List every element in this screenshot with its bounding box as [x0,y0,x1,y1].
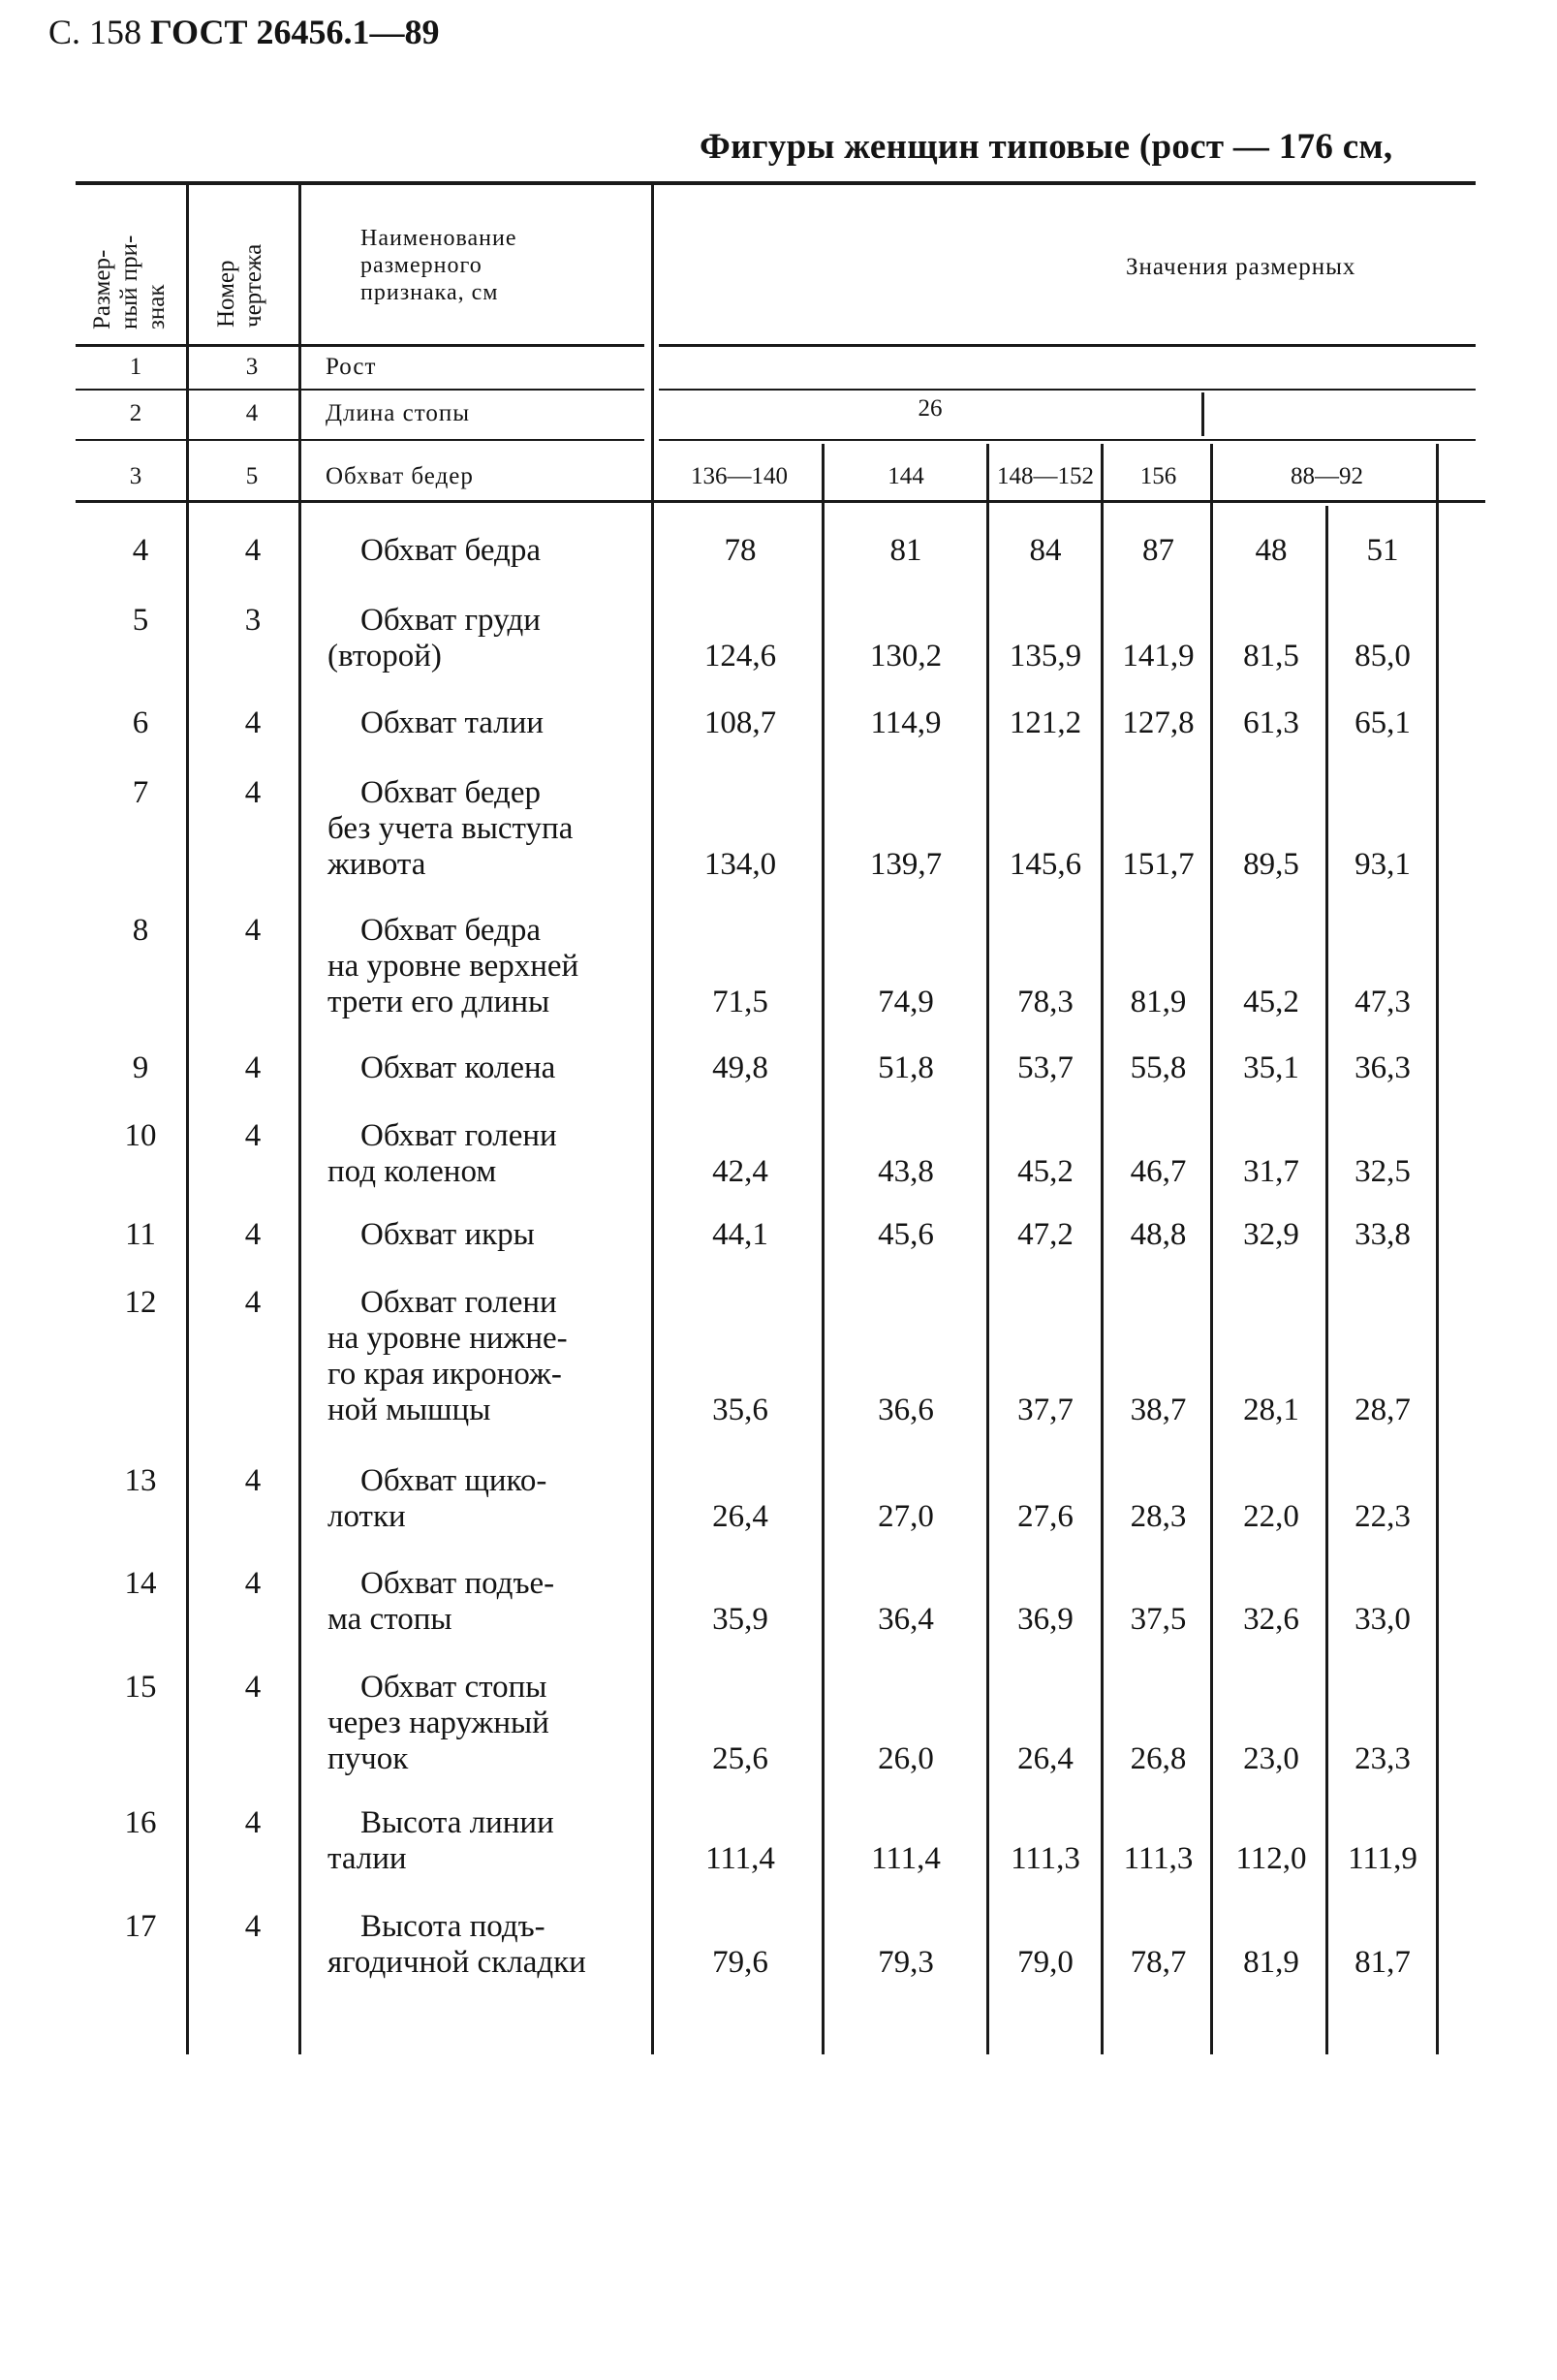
row-value: 145,6 [1009,847,1082,882]
row-name-line: Обхват бедра [360,913,541,948]
row-value: 47,3 [1355,985,1411,1019]
row-rule-3 [76,500,1485,503]
row-number: 10 [124,1118,157,1153]
row-value: 22,0 [1243,1499,1299,1534]
row-value: 38,7 [1130,1393,1187,1427]
row-name-line: на уровне нижне- [327,1321,568,1356]
row-name-line: Обхват икры [360,1217,535,1252]
row-value: 37,5 [1130,1602,1187,1637]
row-value: 45,2 [1243,985,1299,1019]
row-value: 42,4 [712,1154,768,1189]
hip-girth-range: 144 [887,463,924,489]
row-value: 36,3 [1355,1050,1411,1085]
col-rule-v2 [986,444,989,2054]
row-value: 81 [889,533,922,568]
header-bottom-rule-right [659,344,1476,347]
col-rule-v6 [1436,444,1439,2054]
row-value: 44,1 [712,1217,768,1252]
row-number: 4 [132,533,149,568]
row-name-line: без учета выступа [327,811,574,846]
row-value: 81,7 [1355,1945,1411,1980]
row-value: 37,7 [1017,1393,1074,1427]
row-value: 151,7 [1122,847,1195,882]
hip-girth-range: 136—140 [691,463,788,489]
row-drawing: 4 [244,1285,262,1320]
col-rule-3 [651,184,654,2054]
row-value: 124,6 [703,639,777,673]
row-name-line: Обхват голени [360,1285,557,1320]
row-name-line: пучок [327,1741,409,1776]
row-value: 130,2 [869,639,943,673]
row-value: 45,6 [878,1217,934,1252]
row-value: 71,5 [712,985,768,1019]
row-value: 35,9 [712,1602,768,1637]
header-col2: Номер чертежа [213,243,266,328]
header-col1: Размер- ный при- знак [89,235,170,329]
param-row-no: 3 [129,463,142,489]
row-name-line: Обхват груди [360,603,541,638]
row-drawing: 4 [244,1463,262,1498]
row-number: 17 [124,1909,157,1944]
row-rule-2-right [659,439,1476,441]
row-name-line: (второй) [327,639,442,673]
row-drawing: 4 [244,1118,262,1153]
row-name-line: ягодичной складки [327,1945,586,1980]
row-value: 127,8 [1122,705,1195,740]
row-value: 51 [1366,533,1399,568]
header-col3: Наименование размерного признака, см [360,226,517,305]
row-name-line: Обхват бедер [360,775,541,810]
row-number: 12 [124,1285,157,1320]
row-number: 8 [132,913,149,948]
row-name-line: Обхват бедра [360,533,541,568]
row-number: 15 [124,1670,157,1705]
row-value: 32,6 [1243,1602,1299,1637]
row-name-line: ной мышцы [327,1393,491,1427]
page-header [48,12,439,52]
row-drawing: 4 [244,533,262,568]
table-top-rule [76,181,1476,185]
row-drawing: 4 [244,1217,262,1252]
row-value: 26,0 [878,1741,934,1776]
row-name-line: Обхват талии [360,705,545,740]
foot-length-value: 26 [918,395,943,422]
row-value: 23,3 [1355,1741,1411,1776]
row-value: 111,4 [705,1841,775,1876]
row-name-line: Обхват голени [360,1118,557,1153]
row-value: 55,8 [1130,1050,1187,1085]
header-bottom-rule-left [76,344,644,347]
row-drawing: 4 [244,913,262,948]
row-value: 89,5 [1243,847,1299,882]
row-value: 78,7 [1130,1945,1187,1980]
row-value: 111,3 [1011,1841,1080,1876]
row-name-line: го края икронож- [327,1357,562,1392]
row-value: 36,4 [878,1602,934,1637]
row-value: 112,0 [1235,1841,1307,1876]
col-rule-v1 [822,444,825,2054]
row-drawing: 4 [244,775,262,810]
param-row-name: Обхват бедер [326,463,474,489]
row-value: 121,2 [1009,705,1082,740]
row-value: 25,6 [712,1741,768,1776]
row-value: 111,4 [871,1841,941,1876]
row-value: 81,5 [1243,639,1299,673]
row-drawing: 4 [244,1670,262,1705]
row-name-line: под коленом [327,1154,497,1189]
col-rule-v5 [1325,506,1328,2054]
row-value: 139,7 [869,847,943,882]
row-name-line: Высота линии [360,1805,554,1840]
row-value: 33,8 [1355,1217,1411,1252]
row-value: 114,9 [870,705,942,740]
row-value: 65,1 [1355,705,1411,740]
row-value: 79,0 [1017,1945,1074,1980]
col-rule-v4 [1210,444,1213,2054]
row-name-line: Обхват стопы [360,1670,547,1705]
row-rule-2-left [76,439,644,441]
param-row-name: Рост [326,354,377,380]
row-number: 6 [132,705,149,740]
row-name-line: Высота подъ- [360,1909,545,1944]
row-drawing: 4 [244,1050,262,1085]
row-name-line: лотки [327,1499,406,1534]
row-value: 45,2 [1017,1154,1074,1189]
row-value: 28,3 [1130,1499,1187,1534]
row-value: 26,4 [1017,1741,1074,1776]
row-value: 85,0 [1355,639,1411,673]
standard-number: ГОСТ 26456.1—89 [150,13,440,51]
row-value: 93,1 [1355,847,1411,882]
row-value: 61,3 [1243,705,1299,740]
row-value: 81,9 [1130,985,1187,1019]
row-number: 16 [124,1805,157,1840]
row-number: 9 [132,1050,149,1085]
row-value: 53,7 [1017,1050,1074,1085]
param-row-drawing: 4 [245,400,259,426]
row-value: 36,9 [1017,1602,1074,1637]
row-value: 134,0 [703,847,777,882]
row-value: 32,5 [1355,1154,1411,1189]
row-value: 49,8 [712,1050,768,1085]
row-value: 43,8 [878,1154,934,1189]
row-value: 135,9 [1009,639,1082,673]
row-value: 26,8 [1130,1741,1187,1776]
row-name-line: трети его длины [327,985,550,1019]
row-name-line: на уровне верхней [327,949,579,984]
row-value: 108,7 [703,705,777,740]
row-value: 35,6 [712,1393,768,1427]
table-title: Фигуры женщин типовые (рост — 176 см, [700,127,1393,167]
row-value: 79,3 [878,1945,934,1980]
row-name-line: талии [327,1841,407,1876]
row-value: 46,7 [1130,1154,1187,1189]
row-name-line: живота [327,847,426,882]
row-rule-1-left [76,389,644,391]
row-value: 27,0 [878,1499,934,1534]
row-drawing: 4 [244,1909,262,1944]
header-values: Значения размерных [1126,254,1356,280]
row-value: 27,6 [1017,1499,1074,1534]
row-drawing: 4 [244,1805,262,1840]
row-value: 74,9 [878,985,934,1019]
page-number: С. 158 [48,13,142,51]
row-number: 7 [132,775,149,810]
row-drawing: 3 [244,603,262,638]
row-name-line: Обхват щико- [360,1463,547,1498]
row-value: 78 [724,533,757,568]
row-name-line: Обхват подъе- [360,1566,555,1601]
col-rule-1 [186,184,189,2054]
row-value: 48 [1255,533,1288,568]
hip-girth-range: 156 [1139,463,1177,489]
row-value: 51,8 [878,1050,934,1085]
param-row-drawing: 3 [245,354,259,380]
row-value: 28,1 [1243,1393,1299,1427]
param-row-name: Длина стопы [326,400,471,426]
col-rule-v3 [1101,444,1104,2054]
row-value: 33,0 [1355,1602,1411,1637]
row-value: 31,7 [1243,1154,1299,1189]
row-value: 111,9 [1348,1841,1417,1876]
row-value: 48,8 [1130,1217,1187,1252]
row-value: 28,7 [1355,1393,1411,1427]
param-row-no: 1 [129,354,142,380]
hip-girth-range: 148—152 [997,463,1094,489]
hip-girth-range: 88—92 [1291,463,1363,489]
row-value: 87 [1142,533,1174,568]
row-value: 141,9 [1122,639,1195,673]
row-name-line: через наружный [327,1706,549,1740]
row-value: 78,3 [1017,985,1074,1019]
row-number: 14 [124,1566,157,1601]
row-value: 23,0 [1243,1741,1299,1776]
row-number: 5 [132,603,149,638]
row-drawing: 4 [244,1566,262,1601]
param-row-no: 2 [129,400,142,426]
row-value: 36,6 [878,1393,934,1427]
row-value: 111,3 [1123,1841,1194,1876]
row-rule-1-right [659,389,1476,391]
row-name-line: ма стопы [327,1602,452,1637]
row-value: 47,2 [1017,1217,1074,1252]
row-value: 22,3 [1355,1499,1411,1534]
row-value: 35,1 [1243,1050,1299,1085]
row-value: 26,4 [712,1499,768,1534]
row-number: 13 [124,1463,157,1498]
param-row-drawing: 5 [245,463,259,489]
row-drawing: 4 [244,705,262,740]
row-value: 32,9 [1243,1217,1299,1252]
row-value: 81,9 [1243,1945,1299,1980]
row-name-line: Обхват колена [360,1050,556,1085]
row-value: 84 [1029,533,1062,568]
col-rule-2 [298,184,301,2054]
row-value: 79,6 [712,1945,768,1980]
col-rule-4 [1201,392,1204,436]
row-number: 11 [125,1217,156,1252]
